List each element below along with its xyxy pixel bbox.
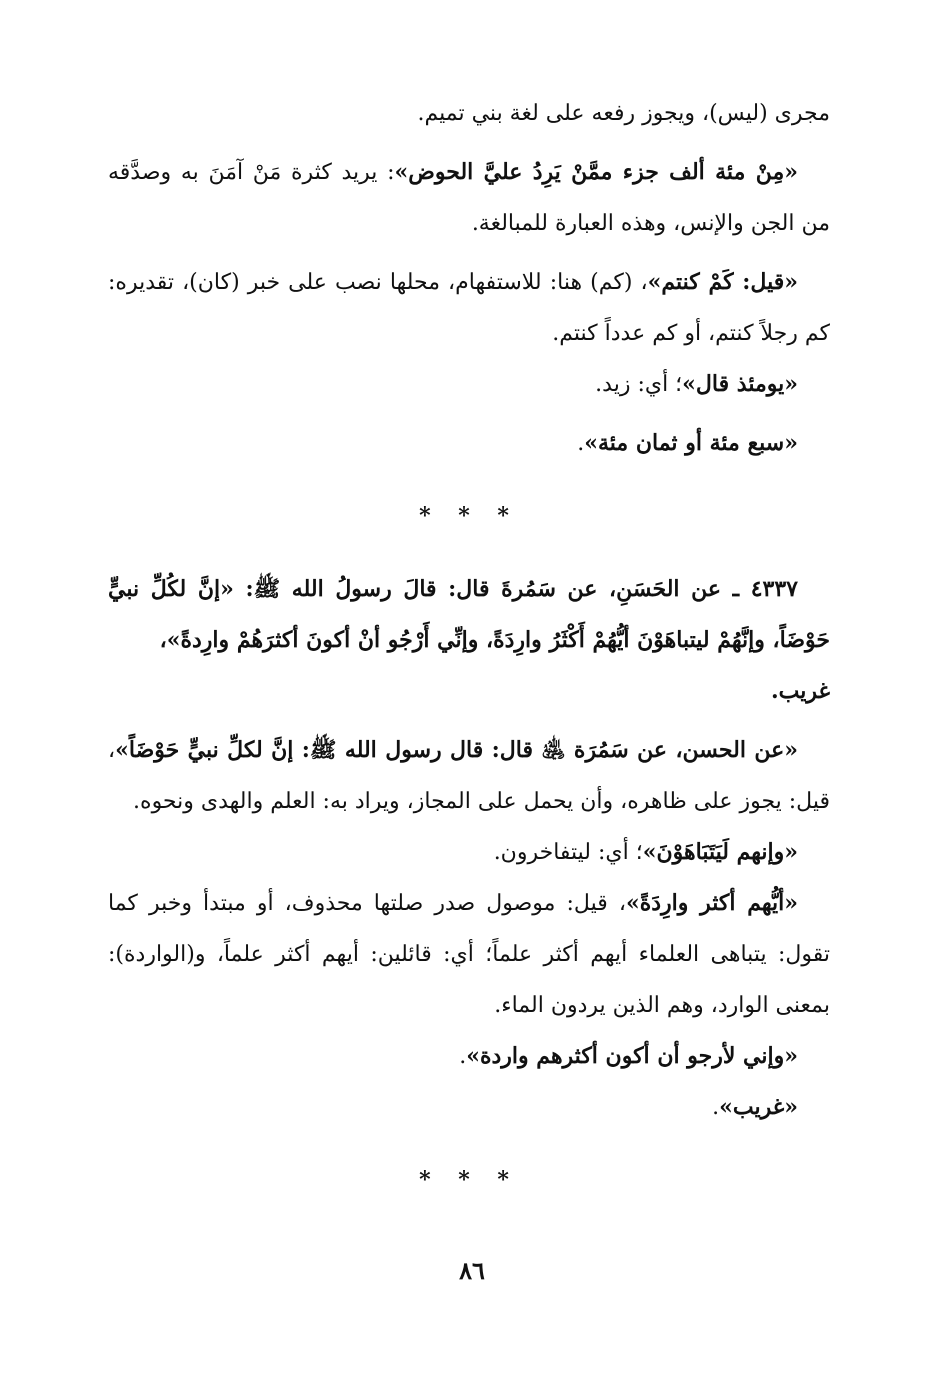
quoted-phrase: «أيُّهم أكثر وارِدَةً»: [625, 890, 798, 916]
commentary-gharib: [108, 1082, 830, 1133]
explanation-text: ؛ أي: زيد.: [595, 372, 683, 397]
explanation-text: ؛ أي: ليتفاخرون.: [493, 840, 643, 865]
explanation-text: .: [712, 1095, 720, 1120]
commentary-ayyuhum: [108, 878, 830, 1031]
quoted-phrase: «مِنْ مئة ألف جزء ممَّنْ يَرِدُ عليَّ الحوض»: [394, 159, 798, 185]
paragraph-kam: [108, 257, 830, 359]
hadith-text: ٤٣٣٧ ـ عن الحَسَنِ، عن سَمُرةَ قال: قالَ رسولُ الله ﷺ: «إنَّ لكُلِّ نبيٍّ حَوْضَاً، وإنَّهُمْ ليتباهَوْنَ أيُّهُمْ أَكْثَرُ وارِدَةً، وإنِّي أَرْجُو أنْ أكونَ أكثرَهُمْ وارِدةً»،: [108, 576, 830, 653]
explanation-text: ، (كم) هنا: للاستفهام، محلها نصب على خبر (كان)، تقديره: كم رجلاً كنتم، أو كم عدداً كنتم.: [108, 270, 830, 346]
paragraph-continuation: مجرى (ليس)، ويجوز رفعه على لغة بني تميم.: [417, 101, 830, 126]
commentary-hawd: [108, 725, 830, 827]
page-body: [108, 88, 830, 1228]
quoted-phrase: «عن الحسن، عن سَمُرَة ﵁ قال: قال رسول الله ﷺ: إنَّ لكلِّ نبيٍّ حَوْضَاً»: [115, 737, 798, 763]
paragraph-yawmaidh: [108, 359, 830, 410]
quoted-phrase: «يومئذ قال»: [682, 371, 798, 397]
explanation-text: : يريد كثرة مَنْ آمَنَ به وصدَّقه من الجن والإنس، وهذه العبارة للمبالغة.: [108, 160, 830, 236]
section-separator: * * *: [419, 1167, 519, 1193]
quoted-phrase: «سبع مئة أو ثمان مئة»: [584, 430, 798, 456]
page-number: ٨٦: [459, 1256, 485, 1285]
paragraph-sab-mia: [108, 418, 830, 469]
explanation-text: ، قيل: موصول صدر صلتها محذوف، أو مبتدأ وخبر كما تقول: يتباهى العلماء أيهم أكثر علماً؛ أي: قائلين: أيهم أكثر علماً، و(الواردة): بمعنى الوارد، وهم الذين يردون الماء.: [108, 891, 830, 1018]
quoted-phrase: «غريب»: [719, 1094, 798, 1120]
quoted-phrase: «قيل: كَمْ كنتم»: [647, 269, 798, 295]
commentary-arju: [108, 1031, 830, 1082]
paragraph-hawd: [108, 147, 830, 249]
commentary-yatabahawn: [108, 827, 830, 878]
hadith-grade: غريب.: [770, 678, 830, 704]
quoted-phrase: «وإني لأرجو أن أكون أكثرهم واردة»: [466, 1043, 798, 1069]
explanation-text: .: [577, 431, 585, 456]
explanation-text: .: [459, 1044, 467, 1069]
section-separator: * * *: [419, 503, 519, 529]
quoted-phrase: «وإنهم لَيَتَبَاهَوْنَ»: [642, 839, 798, 865]
explanation-text: ، قيل: يجوز على ظاهره، وأن يحمل على المجاز، ويراد به: العلم والهدى ونحوه.: [108, 738, 830, 814]
